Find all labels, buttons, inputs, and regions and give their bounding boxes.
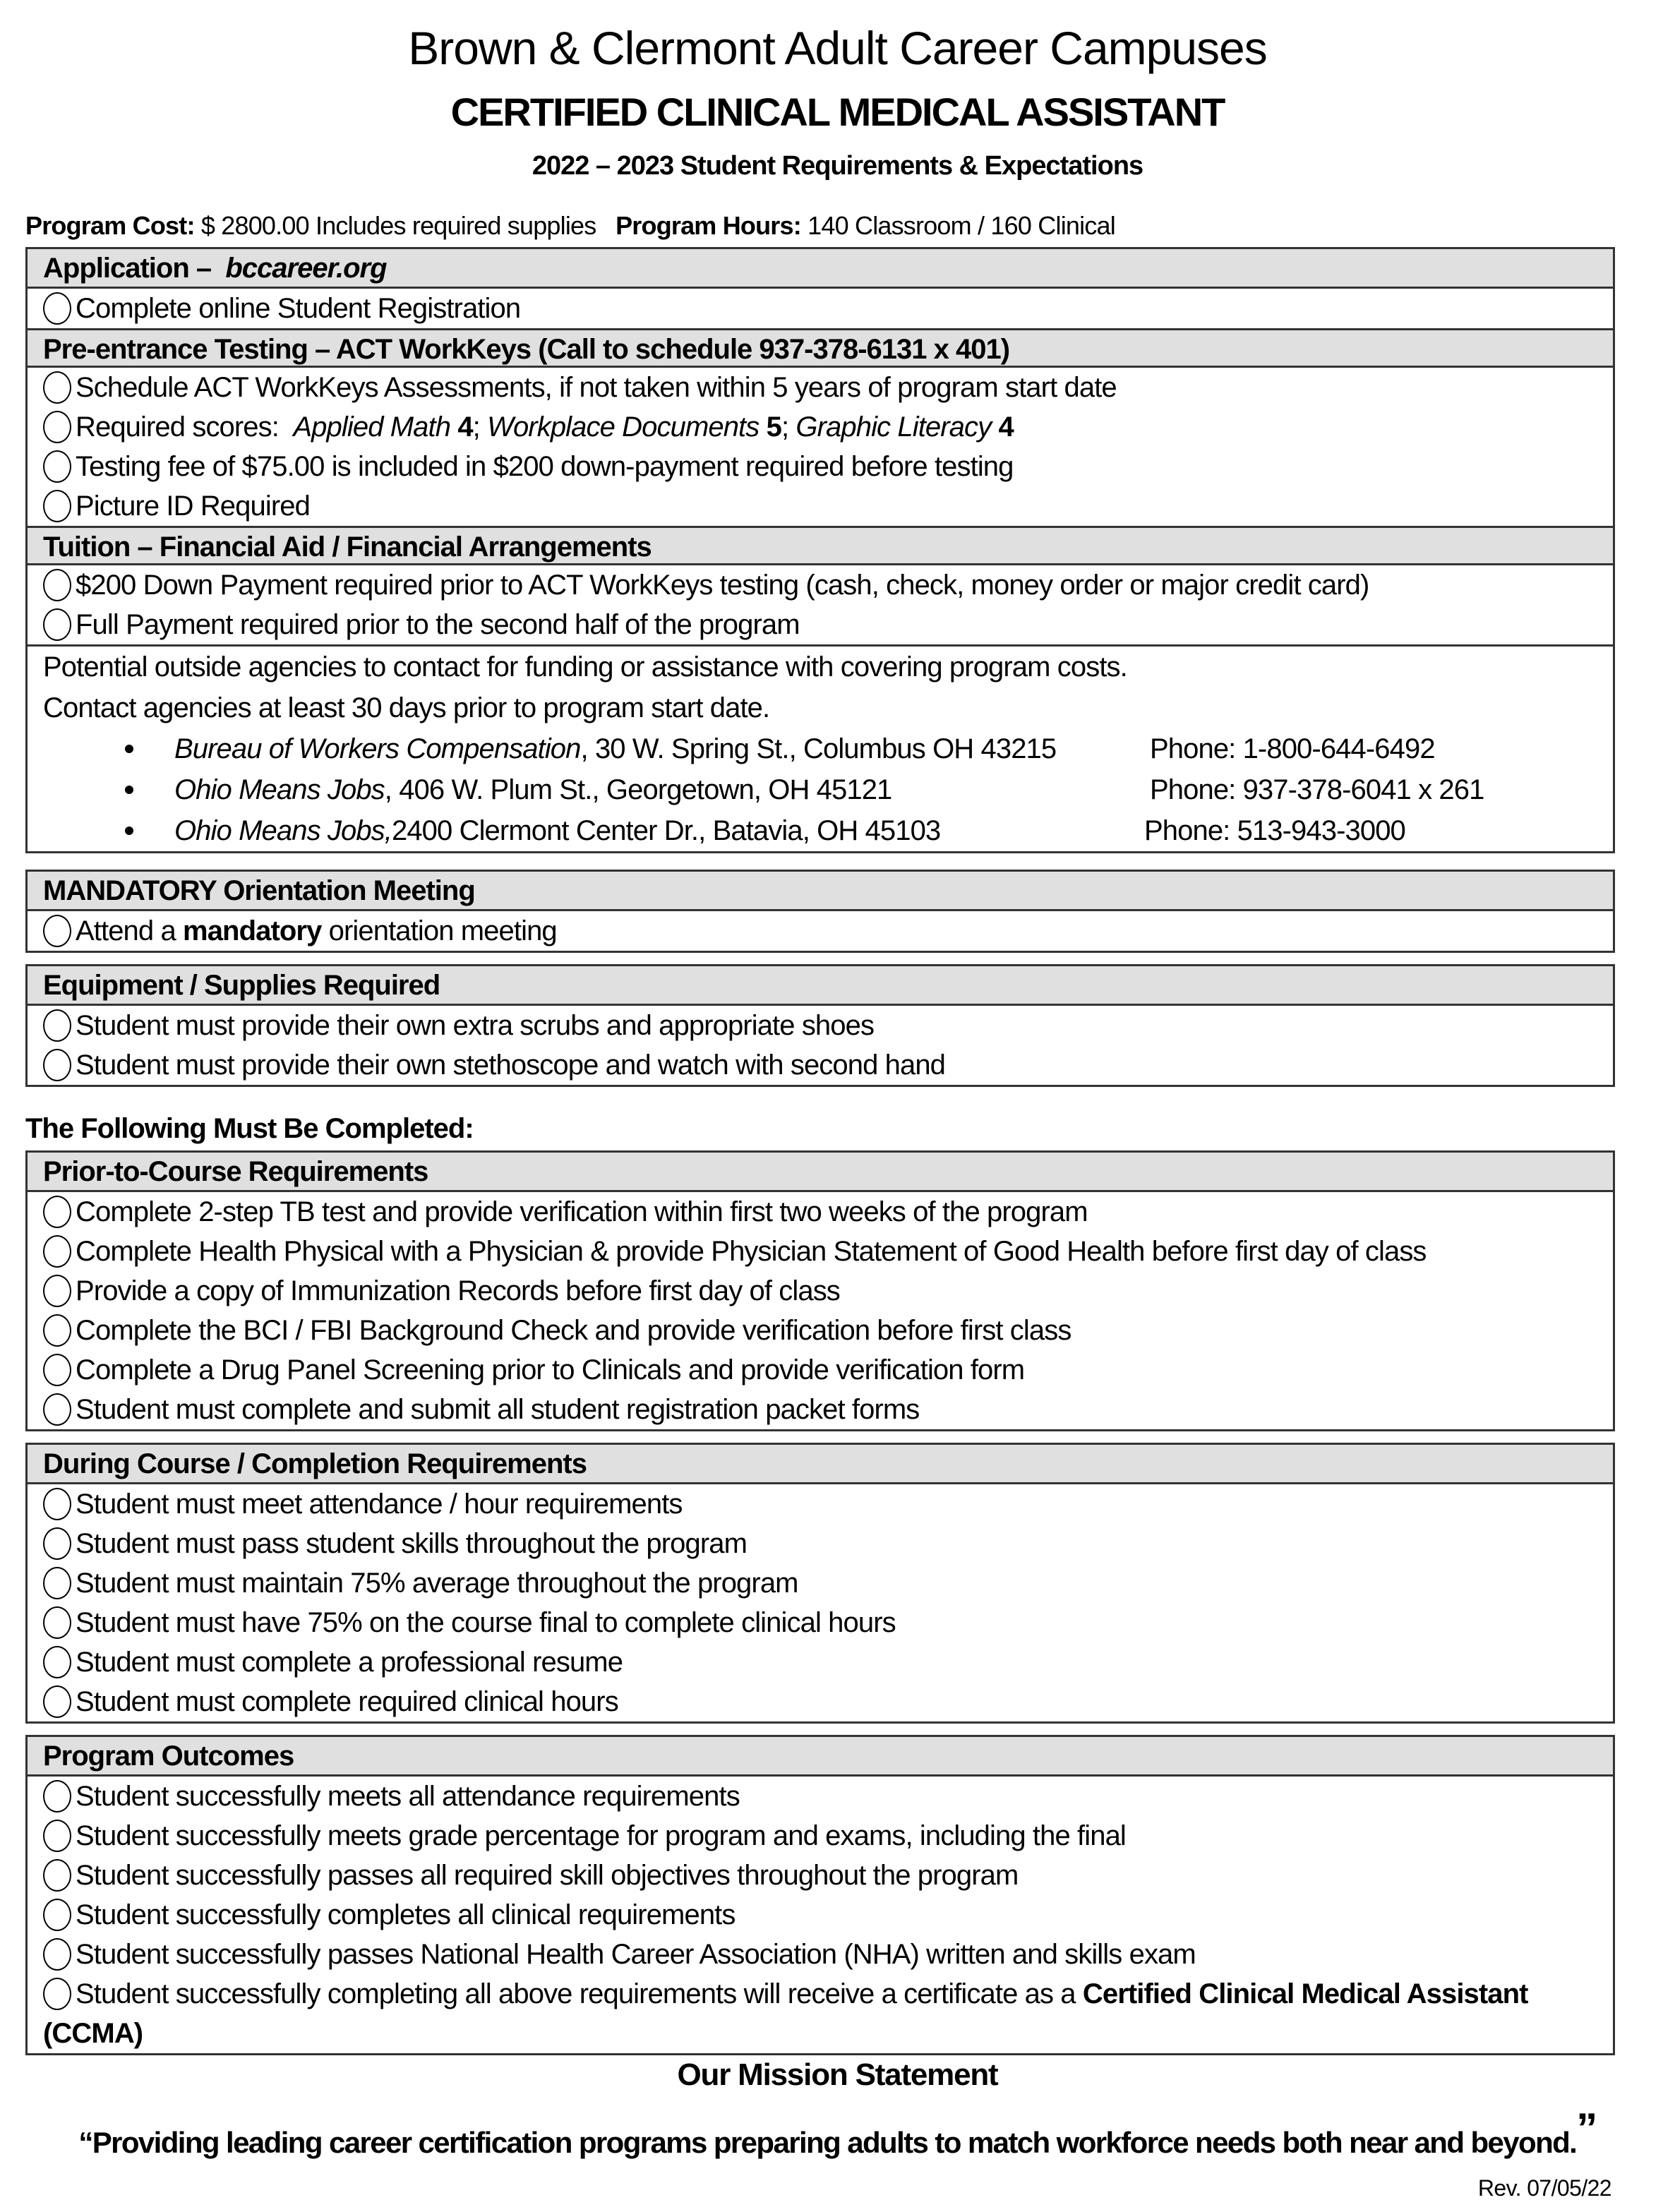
agency-name: Ohio Means Jobs, — [174, 815, 392, 846]
radio-circle-icon[interactable] — [43, 292, 71, 325]
checklist-item[interactable] — [28, 289, 1613, 328]
checklist-item[interactable] — [28, 1777, 1613, 1816]
radio-circle-icon[interactable] — [43, 915, 71, 947]
checklist-item-label: Complete Health Physical with a Physician & provide Physician Statement of Good Health before first day of class — [76, 1236, 1427, 1267]
checklist-item-label: Complete a Drug Panel Screening prior to Clinicals and provide verification form — [76, 1354, 1025, 1385]
checklist-item-label: Student must pass student skills throughout the program — [76, 1528, 748, 1559]
checklist-item[interactable] — [28, 1192, 1613, 1232]
radio-circle-icon[interactable] — [43, 1978, 71, 2010]
checklist-item[interactable] — [28, 368, 1613, 407]
mission-statement-text: “Providing leading career certification programs preparing adults to match workforce needs both near and beyond. — [78, 2126, 1577, 2159]
checklist-item-label: Provide a copy of Immunization Records before first day of class — [76, 1275, 840, 1306]
radio-circle-icon[interactable] — [43, 1314, 71, 1347]
radio-circle-icon[interactable] — [43, 1235, 71, 1268]
checklist-item[interactable] — [28, 1816, 1613, 1856]
checklist-item[interactable] — [28, 1895, 1613, 1935]
score-value-math: 4 — [457, 411, 473, 443]
agency-address: , 406 W. Plum St., Georgetown, OH 45121 — [384, 774, 892, 805]
certificate-title: Certified Clinical Medical Assistant (CCMA) — [43, 1978, 1528, 2049]
checklist-item[interactable] — [28, 1524, 1613, 1563]
agency-name: Ohio Means Jobs — [174, 774, 385, 805]
radio-circle-icon[interactable] — [43, 569, 71, 601]
radio-circle-icon[interactable] — [43, 1859, 71, 1892]
checklist-item[interactable] — [28, 911, 1613, 951]
prior-course-section — [25, 1150, 1615, 1431]
radio-circle-icon[interactable] — [43, 1685, 71, 1718]
section-header-testing: Pre-entrance Testing – ACT WorkKeys (Call to schedule 937-378-6131 x 401) — [28, 328, 1613, 368]
checklist-item[interactable] — [28, 1484, 1613, 1524]
mission-statement — [0, 2105, 1675, 2164]
radio-circle-icon[interactable] — [43, 1606, 71, 1639]
agencies-intro: Potential outside agencies to contact for funding or assistance with covering program costs. — [43, 651, 1127, 683]
checklist-item-label: Complete online Student Registration — [76, 293, 521, 324]
checklist-item[interactable] — [28, 1682, 1613, 1721]
checklist-item-label: Complete the BCI / FBI Background Check and provide verification before first class — [76, 1315, 1071, 1346]
checklist-item[interactable] — [28, 565, 1613, 605]
program-cost-label: Program Cost: — [25, 211, 195, 240]
radio-circle-icon[interactable] — [43, 1196, 71, 1228]
program-hours-label: Program Hours: — [616, 211, 801, 240]
radio-circle-icon[interactable] — [43, 1820, 71, 1852]
radio-circle-icon[interactable] — [43, 490, 71, 522]
checklist-item[interactable] — [28, 1390, 1613, 1429]
checklist-item-label: Student must have 75% on the course final to complete clinical hours — [76, 1607, 896, 1638]
agency-address: 2400 Clermont Center Dr., Batavia, OH 45103 — [391, 815, 941, 846]
enrollment-table — [25, 247, 1615, 853]
program-info-line — [25, 209, 1115, 243]
checklist-item-label: Student must complete a professional resume — [76, 1647, 623, 1678]
checklist-item[interactable] — [28, 1350, 1613, 1390]
score-value-graphic: 4 — [998, 411, 1014, 443]
checklist-item-label: $200 Down Payment required prior to ACT WorkKeys testing (cash, check, money order or major credit card) — [76, 570, 1369, 601]
section-header-during: During Course / Completion Requirements — [28, 1445, 1613, 1484]
checklist-item-label: Picture ID Required — [76, 491, 310, 522]
score-name-math: Applied Math — [293, 411, 451, 443]
agency-item — [28, 810, 1613, 851]
checklist-item-label: Student successfully meets all attendance requirements — [76, 1781, 740, 1812]
checklist-item-label: Testing fee of $75.00 is included in $200 down-payment required before testing — [76, 451, 1014, 482]
score-name-documents: Workplace Documents — [487, 411, 760, 443]
section-header-outcomes: Program Outcomes — [28, 1737, 1613, 1777]
radio-circle-icon[interactable] — [43, 1049, 71, 1081]
radio-circle-icon[interactable] — [43, 411, 71, 443]
mission-title: Our Mission Statement — [677, 2057, 998, 2092]
checklist-item[interactable] — [28, 1935, 1613, 1974]
radio-circle-icon[interactable] — [43, 371, 71, 404]
revision-date: Rev. 07/05/22 — [1477, 2175, 1611, 2201]
radio-circle-icon[interactable] — [43, 1393, 71, 1426]
radio-circle-icon[interactable] — [43, 1938, 71, 1971]
checklist-item-label: Student successfully passes all required skill objectives throughout the program — [76, 1860, 1019, 1891]
application-title: Application – — [43, 253, 212, 284]
section-header-equipment: Equipment / Supplies Required — [28, 966, 1613, 1006]
bullet-icon — [125, 786, 133, 794]
checklist-item-label: Student must provide their own extra scrubs and appropriate shoes — [76, 1010, 875, 1041]
checklist-item[interactable] — [28, 1563, 1613, 1603]
checklist-item[interactable] — [28, 1603, 1613, 1642]
checklist-item[interactable] — [28, 1006, 1613, 1045]
checklist-item-label: Student must provide their own stethoscope and watch with second hand — [76, 1050, 946, 1081]
agency-name: Bureau of Workers Compensation — [174, 733, 581, 764]
section-header-prior: Prior-to-Course Requirements — [28, 1153, 1613, 1192]
checklist-item[interactable] — [28, 605, 1613, 644]
checklist-item-label: Student must maintain 75% average throughout the program — [76, 1568, 798, 1599]
checklist-item[interactable] — [28, 1311, 1613, 1350]
checklist-item-scores[interactable] — [28, 407, 1613, 447]
bullet-icon — [125, 745, 133, 753]
certificate-text: Student successfully completing all above requirements will receive a certificate as a — [76, 1978, 1083, 2009]
document-subtitle: 2022 – 2023 Student Requirements & Expectations — [532, 151, 1143, 181]
checklist-item-label: Student successfully passes National Health Career Association (NHA) written and skills exam — [76, 1939, 1196, 1970]
radio-circle-icon[interactable] — [43, 1009, 71, 1042]
checklist-item[interactable] — [28, 1642, 1613, 1682]
radio-circle-icon[interactable] — [43, 1275, 71, 1307]
radio-circle-icon[interactable] — [43, 450, 71, 483]
application-website-link[interactable]: bccareer.org — [225, 253, 387, 284]
radio-circle-icon[interactable] — [43, 1354, 71, 1386]
section-header-tuition: Tuition – Financial Aid / Financial Arrangements — [28, 526, 1613, 565]
orientation-text-pre: Attend a — [76, 915, 184, 946]
section-header-orientation: MANDATORY Orientation Meeting — [28, 872, 1613, 911]
during-course-section — [25, 1443, 1615, 1724]
checklist-item-label: Student must complete and submit all student registration packet forms — [76, 1394, 920, 1425]
program-outcomes-section — [25, 1735, 1615, 2055]
checklist-item-label: Complete 2-step TB test and provide verification within first two weeks of the program — [76, 1196, 1088, 1227]
radio-circle-icon[interactable] — [43, 1780, 71, 1813]
radio-circle-icon[interactable] — [43, 608, 71, 641]
checklist-item[interactable] — [28, 1271, 1613, 1311]
agency-phone: Phone: 1-800-644-6492 — [1150, 733, 1435, 764]
orientation-text-bold: mandatory — [183, 915, 322, 946]
radio-circle-icon[interactable] — [43, 1488, 71, 1520]
program-title: CERTIFIED CLINICAL MEDICAL ASSISTANT — [450, 90, 1225, 134]
agency-list — [28, 728, 1613, 851]
scores-label: Required scores: — [76, 411, 279, 443]
score-value-documents: 5 — [766, 411, 781, 443]
bullet-icon — [125, 827, 133, 835]
institution-title: Brown & Clermont Adult Career Campuses — [408, 22, 1267, 74]
checklist-item-label: Required scores: Applied Math 4; Workplace Documents 5; Graphic Literacy 4 — [76, 411, 1014, 443]
orientation-section — [25, 870, 1615, 953]
radio-circle-icon[interactable] — [43, 1527, 71, 1560]
checklist-item[interactable] — [28, 1856, 1613, 1895]
checklist-item-label: Student must complete required clinical hours — [76, 1686, 618, 1717]
checklist-item-label: Schedule ACT WorkKeys Assessments, if not taken within 5 years of program start date — [76, 372, 1117, 403]
checklist-item-certificate[interactable] — [28, 1974, 1613, 2053]
checklist-item[interactable] — [28, 486, 1613, 526]
radio-circle-icon[interactable] — [43, 1899, 71, 1931]
radio-circle-icon[interactable] — [43, 1567, 71, 1599]
checklist-item[interactable] — [28, 1045, 1613, 1085]
equipment-section — [25, 964, 1615, 1087]
checklist-item[interactable] — [28, 1232, 1613, 1271]
checklist-item-label: Full Payment required prior to the second half of the program — [76, 609, 800, 640]
checklist-item[interactable] — [28, 447, 1613, 486]
must-complete-label: The Following Must Be Completed: — [25, 1113, 474, 1144]
program-cost-value: $ 2800.00 Includes required supplies — [200, 211, 596, 240]
score-name-graphic: Graphic Literacy — [796, 411, 992, 443]
agency-item — [28, 728, 1613, 769]
radio-circle-icon[interactable] — [43, 1646, 71, 1678]
checklist-item-label: Student successfully meets grade percentage for program and exams, including the final — [76, 1820, 1126, 1851]
checklist-item-label: Student must meet attendance / hour requirements — [76, 1489, 683, 1520]
agency-item — [28, 769, 1613, 810]
agency-phone: Phone: 513-943-3000 — [1144, 815, 1405, 846]
closing-quote-mark: ” — [1576, 2105, 1597, 2152]
orientation-text-post: orientation meeting — [321, 915, 557, 946]
agency-phone: Phone: 937-378-6041 x 261 — [1150, 774, 1484, 805]
agency-address: , 30 W. Spring St., Columbus OH 43215 — [580, 733, 1057, 764]
agencies-deadline: Contact agencies at least 30 days prior to program start date. — [43, 692, 770, 723]
checklist-item-label: Student successfully completes all clinical requirements — [76, 1899, 736, 1930]
section-header-application — [28, 249, 1613, 289]
checklist-item-label — [76, 911, 557, 951]
program-hours-value: 140 Classroom / 160 Clinical — [808, 211, 1115, 240]
